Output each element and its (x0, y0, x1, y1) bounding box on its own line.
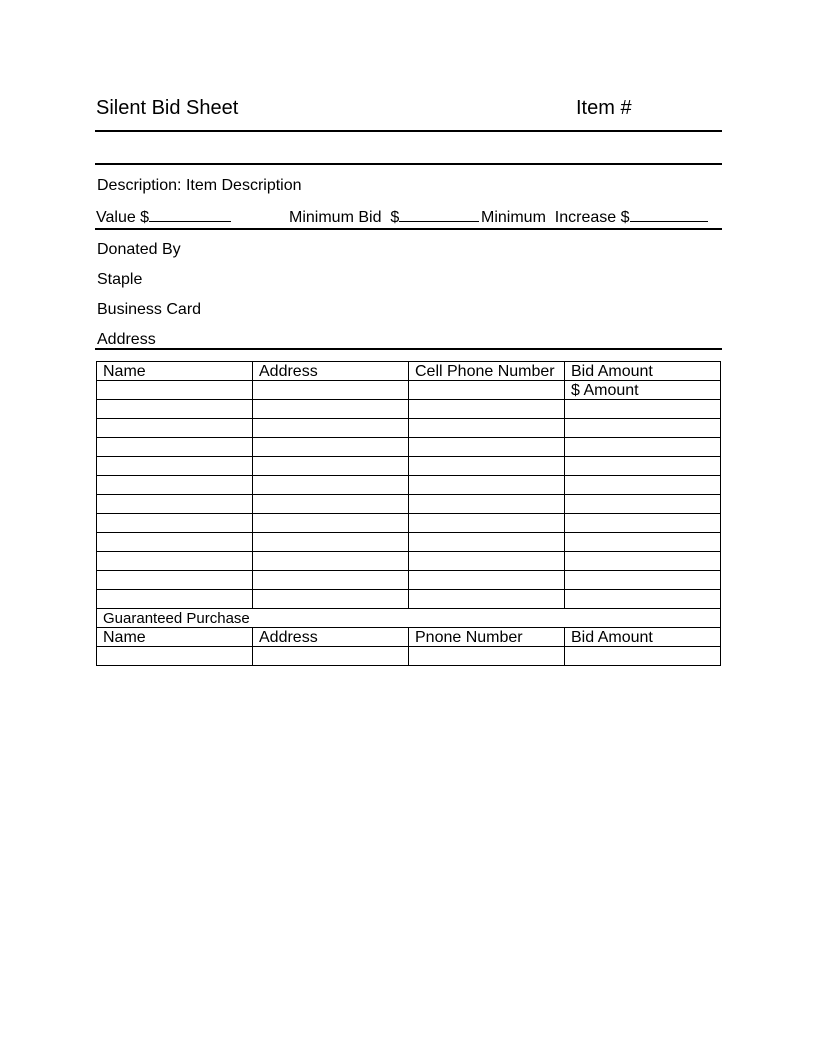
item-number-label: Item # (576, 97, 632, 119)
bid-cell-phone[interactable] (409, 457, 565, 476)
bid-cell-address[interactable] (253, 400, 409, 419)
bid-cell-address[interactable] (253, 571, 409, 590)
bid-cell-phone[interactable] (409, 438, 565, 457)
guaranteed-header-phone: Pnone Number (409, 628, 565, 647)
bid-cell-name[interactable] (97, 476, 253, 495)
bid-cell-amount[interactable] (565, 419, 721, 438)
column-header-address: Address (253, 362, 409, 381)
bid-row (97, 571, 721, 590)
bid-cell-phone[interactable] (409, 514, 565, 533)
bid-cell-name[interactable] (97, 419, 253, 438)
bid-row (97, 457, 721, 476)
minimum-increase-field[interactable] (481, 207, 708, 227)
minimum-increase-label: Minimum Increase $ (481, 209, 630, 226)
page-title: Silent Bid Sheet (96, 97, 239, 119)
divider-top (95, 130, 722, 132)
guaranteed-cell-address[interactable] (253, 647, 409, 666)
bid-row (97, 533, 721, 552)
bid-cell-address[interactable] (253, 514, 409, 533)
business-card-label: Business Card (97, 301, 202, 318)
bid-cell-name[interactable] (97, 571, 253, 590)
minimum-bid-field[interactable] (289, 207, 479, 227)
bid-cell-amount[interactable] (565, 533, 721, 552)
bid-cell-address[interactable] (253, 457, 409, 476)
guaranteed-purchase-title: Guaranteed Purchase (97, 609, 721, 628)
bid-cell-phone[interactable] (409, 476, 565, 495)
bid-row (97, 438, 721, 457)
bid-cell-name[interactable] (97, 457, 253, 476)
bid-cell-phone[interactable] (409, 590, 565, 609)
column-header-cell-phone: Cell Phone Number (409, 362, 565, 381)
description-line (97, 177, 302, 195)
bid-cell-amount[interactable] (565, 571, 721, 590)
divider-table (95, 348, 722, 350)
value-field[interactable] (96, 207, 231, 227)
bid-table-header (97, 362, 721, 381)
guaranteed-cell-phone[interactable] (409, 647, 565, 666)
bid-cell-phone[interactable] (409, 552, 565, 571)
bid-cell-name[interactable] (97, 381, 253, 400)
bid-cell-amount[interactable] (565, 476, 721, 495)
bid-row (97, 552, 721, 571)
bid-row (97, 419, 721, 438)
bid-cell-address[interactable] (253, 552, 409, 571)
bid-cell-name[interactable] (97, 590, 253, 609)
bid-cell-name[interactable] (97, 495, 253, 514)
guaranteed-header-name: Name (97, 628, 253, 647)
bid-cell-address[interactable] (253, 381, 409, 400)
divider-details (95, 228, 722, 230)
bid-cell-address[interactable] (253, 533, 409, 552)
bid-cell-amount[interactable] (565, 514, 721, 533)
guaranteed-header-address: Address (253, 628, 409, 647)
bid-row (97, 400, 721, 419)
divider-second (95, 163, 722, 165)
bid-cell-name[interactable] (97, 400, 253, 419)
bid-cell-name[interactable] (97, 552, 253, 571)
bid-cell-name[interactable] (97, 533, 253, 552)
bid-cell-name[interactable] (97, 514, 253, 533)
bid-cell-phone[interactable] (409, 381, 565, 400)
bid-row (97, 381, 721, 400)
bid-cell-amount[interactable] (565, 590, 721, 609)
guaranteed-cell-name[interactable] (97, 647, 253, 666)
bid-cell-phone[interactable] (409, 419, 565, 438)
bid-cell-address[interactable] (253, 590, 409, 609)
bid-cell-address[interactable] (253, 476, 409, 495)
bid-cell-address[interactable] (253, 495, 409, 514)
bid-cell-amount[interactable] (565, 400, 721, 419)
column-header-bid-amount: Bid Amount (565, 362, 721, 381)
bid-cell-amount[interactable] (565, 457, 721, 476)
bid-row (97, 514, 721, 533)
guaranteed-purchase-row (97, 609, 721, 628)
bid-cell-address[interactable] (253, 419, 409, 438)
bid-row (97, 495, 721, 514)
bid-cell-amount[interactable]: $ Amount (565, 381, 721, 400)
minimum-increase-blank[interactable] (630, 207, 708, 222)
guaranteed-header-bid-amount: Bid Amount (565, 628, 721, 647)
description-label: Description: (97, 177, 182, 194)
bid-row (97, 590, 721, 609)
bid-cell-amount[interactable] (565, 495, 721, 514)
bid-cell-phone[interactable] (409, 533, 565, 552)
guaranteed-header (97, 628, 721, 647)
bid-cell-phone[interactable] (409, 571, 565, 590)
minimum-bid-label: Minimum Bid $ (289, 209, 400, 226)
donated-by-label: Donated By (97, 241, 181, 258)
value-label: Value $ (96, 209, 150, 226)
description-value: Item Description (185, 177, 302, 194)
bid-cell-phone[interactable] (409, 495, 565, 514)
bid-cell-amount[interactable] (565, 552, 721, 571)
staple-label: Staple (97, 271, 143, 288)
bid-cell-amount[interactable] (565, 438, 721, 457)
bid-cell-name[interactable] (97, 438, 253, 457)
value-blank[interactable] (149, 207, 231, 222)
bid-table (96, 361, 721, 666)
guaranteed-cell-amount[interactable] (565, 647, 721, 666)
guaranteed-row (97, 647, 721, 666)
minimum-bid-blank[interactable] (399, 207, 479, 222)
column-header-name: Name (97, 362, 253, 381)
bid-row (97, 476, 721, 495)
address-label: Address (97, 331, 156, 348)
bid-cell-address[interactable] (253, 438, 409, 457)
bid-cell-phone[interactable] (409, 400, 565, 419)
